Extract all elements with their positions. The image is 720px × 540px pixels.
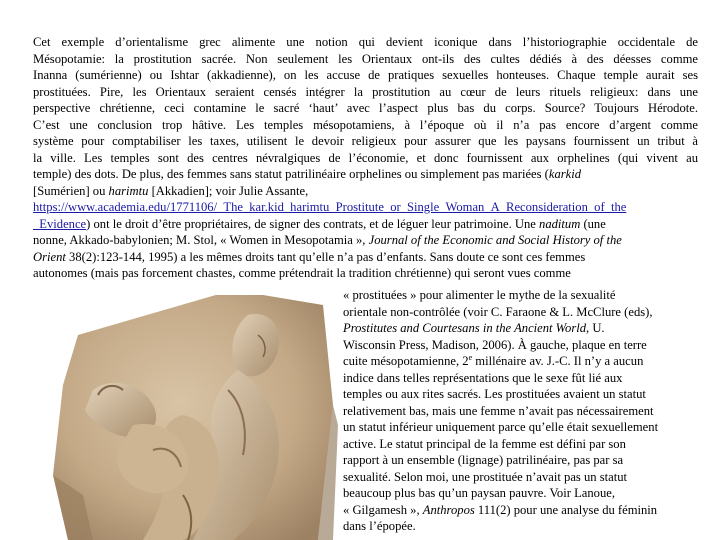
text-line: « Gilgamesh », Anthropos 111(2) pour une analyse du féminin [343, 502, 658, 517]
term-harimtu: harimtu [108, 183, 149, 198]
text-line: dans l’épopée. [343, 519, 416, 533]
main-paragraph [33, 34, 698, 282]
text-line: sexualité. Selon moi, une prostituée n’avait pas un statut [343, 469, 627, 484]
text-line: système pour comptabiliser les taxes, utilisent le devoir religieux pour assurer que les paysans fournissent un tribut à [33, 134, 698, 148]
text-line: orientale non-contrôlée (voir C. Faraone & L. McClure (eds), [343, 304, 653, 319]
text-line: nonne, Akkado-babylonien; M. Stol, « Women in Mesopotamia », Journal of the Economic and Social History of the [33, 233, 622, 247]
text-line: Wisconsin Press, Madison, 2006). À gauche, plaque en terre [343, 337, 647, 352]
text-line: C’est une conclusion trop hâtive. Les temples mésopotamiens, à l’époque où il n’a pas encore d’argent comme [33, 117, 698, 132]
superscript-e: e [468, 352, 473, 362]
text-line: Prostitutes and Courtesans in the Ancient World, U. [343, 321, 605, 335]
text-line: un statut inférieur uniquement parce qu’elle était sexuellement [343, 420, 659, 434]
journal-title: Journal of the Economic and Social History of the [368, 233, 622, 247]
text-line: « prostituées » pour alimenter le mythe de la sexualité [343, 288, 616, 302]
terracotta-plaque-image [33, 295, 338, 540]
journal-anthropos: Anthropos [422, 502, 475, 517]
text-line: prostituées. Pire, les Orientaux seraient censés intégrer la prostitution au cœur de leurs rituels religieux: dans une [33, 84, 698, 99]
academia-link[interactable]: https://www.academia.edu/1771106/_The_kar.kid_harimtu_Prostitute_or_Single_Woman_A_Reconsideration_of_the [33, 200, 627, 214]
text-line: Cet exemple d’orientalisme grec alimente une notion qui devient iconique dans l’historiographie occidentale de [33, 35, 698, 49]
text-line: temples ou aux rites sacrés. Les prostituées avaient un statut [343, 387, 646, 401]
text-line: beaucoup plus bas qu’un paysan pauvre. Voir Lanoue, [343, 486, 615, 500]
term-karkid: karkid [548, 167, 582, 181]
text-line: _Evidence) ont le droit d’être propriétaires, de signer des contrats, et de léguer leur patrimoine. Une naditum (une [33, 216, 606, 231]
text-line: relativement bas, mais une femme n’avait pas nécessairement [343, 403, 654, 418]
text-line [33, 199, 698, 216]
text-line: autonomes (mais pas forcement chastes, comme prétendrait la tradition chrétienne) qui seront vues comme [33, 266, 571, 280]
text-line: temple) des dots. De plus, des femmes sans statut patrilinéaire orphelines ou simplement pas mariées (karkid [33, 167, 582, 181]
academia-link-continued[interactable]: _Evidence [33, 216, 87, 231]
text-line: la ville. Les temples sont des centres névralgiques de l’économie, et donc fournissent aux orphelines (qui vivent au [33, 150, 698, 165]
text-line: Orient 38(2):123-144, 1995) a les mêmes droits tant qu’elle n’a pas d’enfants. Sans doute ce sont ces femmes [33, 249, 586, 264]
term-naditum: naditum [539, 216, 581, 231]
text-line: rapport à un ensemble (lignage) patrilinéaire, pas par sa [343, 453, 624, 467]
text-line: [Sumérien] ou harimtu [Akkadien]; voir Julie Assante, [33, 183, 309, 198]
text-line: Inanna (sumérienne) ou Ishtar (akkadienne), on les accuse de pratiques sexuelles honteuses. Chaque temple aurait ses [33, 68, 698, 82]
terracotta-plaque-illustration [33, 295, 338, 540]
text-line: cuite mésopotamienne, 2e millénaire av. J.-C. Il n’y a aucun [343, 352, 644, 368]
text-line: active. Le statut principal de la femme est défini par son [343, 436, 626, 451]
text-line: Mésopotamie: la prostitution sacrée. Non seulement les Orientaux ont-ils des cultes dédiés à des déesses comme [33, 51, 698, 66]
journal-title-continued: Orient [33, 249, 66, 264]
text-line: indice dans telles représentations que le sexe fût lié aux [343, 370, 623, 385]
book-title: Prostitutes and Courtesans in the Ancient World [343, 321, 587, 335]
side-paragraph [343, 287, 699, 535]
text-line: perspective chrétienne, ceci contamine le sacré ‘haut’ avec l’aspect plus bas du corps. Source? Toujours Hérodote. [33, 101, 698, 115]
